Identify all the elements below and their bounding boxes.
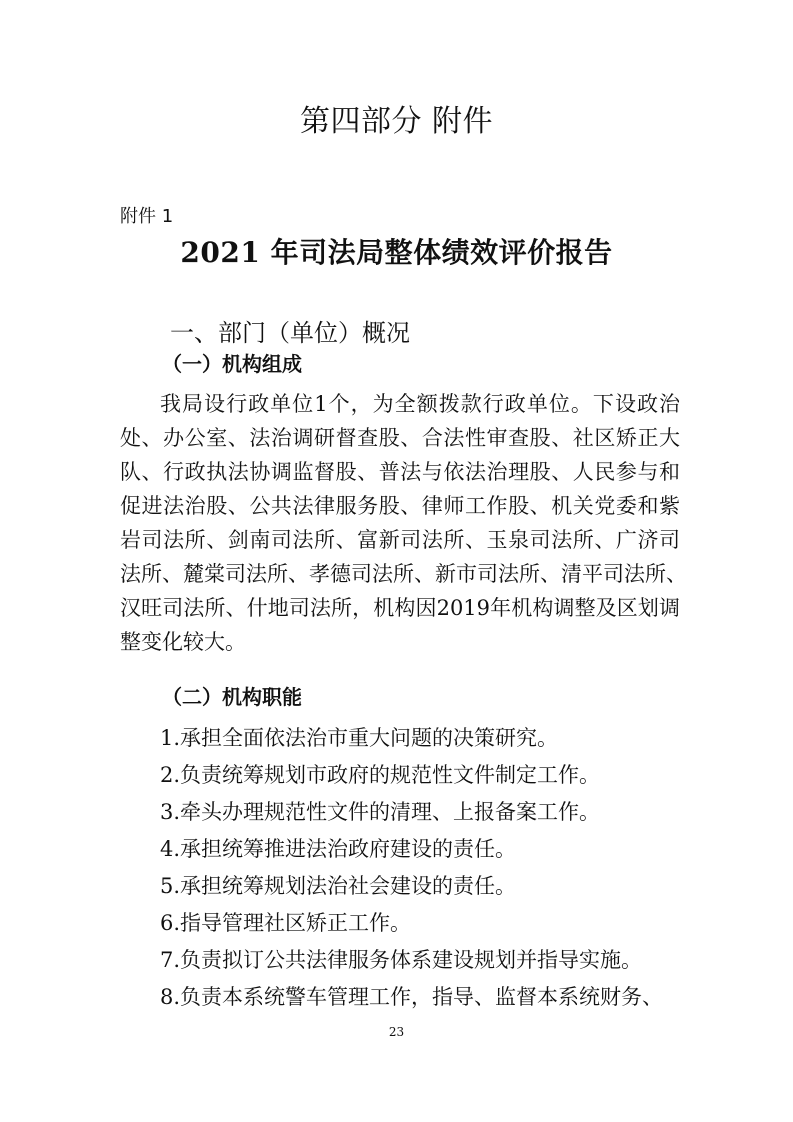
list-item: 4.承担统筹推进法治政府建设的责任。	[160, 837, 517, 861]
list-item: 5.承担统筹规划法治社会建设的责任。	[160, 874, 517, 898]
page-number: 23	[388, 1025, 405, 1039]
attachment-label: 附件 1	[120, 206, 174, 227]
paragraph-line: 岩司法所、剑南司法所、富新司法所、玉泉司法所、广济司	[120, 528, 680, 552]
paragraph-line: 整变化较大。	[120, 630, 246, 654]
part-title: 第四部分 附件	[299, 104, 494, 139]
paragraph-line: 法所、麓棠司法所、孝德司法所、新市司法所、清平司法所、	[120, 562, 687, 586]
subsection-heading-functions: （二）机构职能	[162, 685, 302, 709]
paragraph-line: 我局设行政单位1个，为全额拨款行政单位。下设政治	[160, 392, 680, 416]
paragraph-line: 队、行政执法协调监督股、普法与依法治理股、人民参与和	[120, 460, 680, 484]
list-item: 1.承担全面依法治市重大问题的决策研究。	[160, 726, 559, 750]
section-heading: 一、部门（单位）概况	[170, 319, 410, 347]
list-item: 3.牵头办理规范性文件的清理、上报备案工作。	[160, 800, 601, 824]
list-item: 8.负责本系统警车管理工作，指导、监督本系统财务、	[160, 985, 664, 1009]
subsection-heading-organization: （一）机构组成	[162, 352, 302, 376]
paragraph-line: 促进法治股、公共法律服务股、律师工作股、机关党委和紫	[120, 494, 680, 518]
list-item: 2.负责统筹规划市政府的规范性文件制定工作。	[160, 763, 601, 787]
list-item: 6.指导管理社区矫正工作。	[160, 911, 412, 935]
list-item: 7.负责拟订公共法律服务体系建设规划并指导实施。	[160, 948, 643, 972]
paragraph-line: 汉旺司法所、什地司法所，机构因2019年机构调整及区划调	[120, 596, 680, 620]
paragraph-line: 处、办公室、法治调研督查股、合法性审查股、社区矫正大	[120, 426, 680, 450]
report-title: 2021 年司法局整体绩效评价报告	[180, 236, 613, 269]
